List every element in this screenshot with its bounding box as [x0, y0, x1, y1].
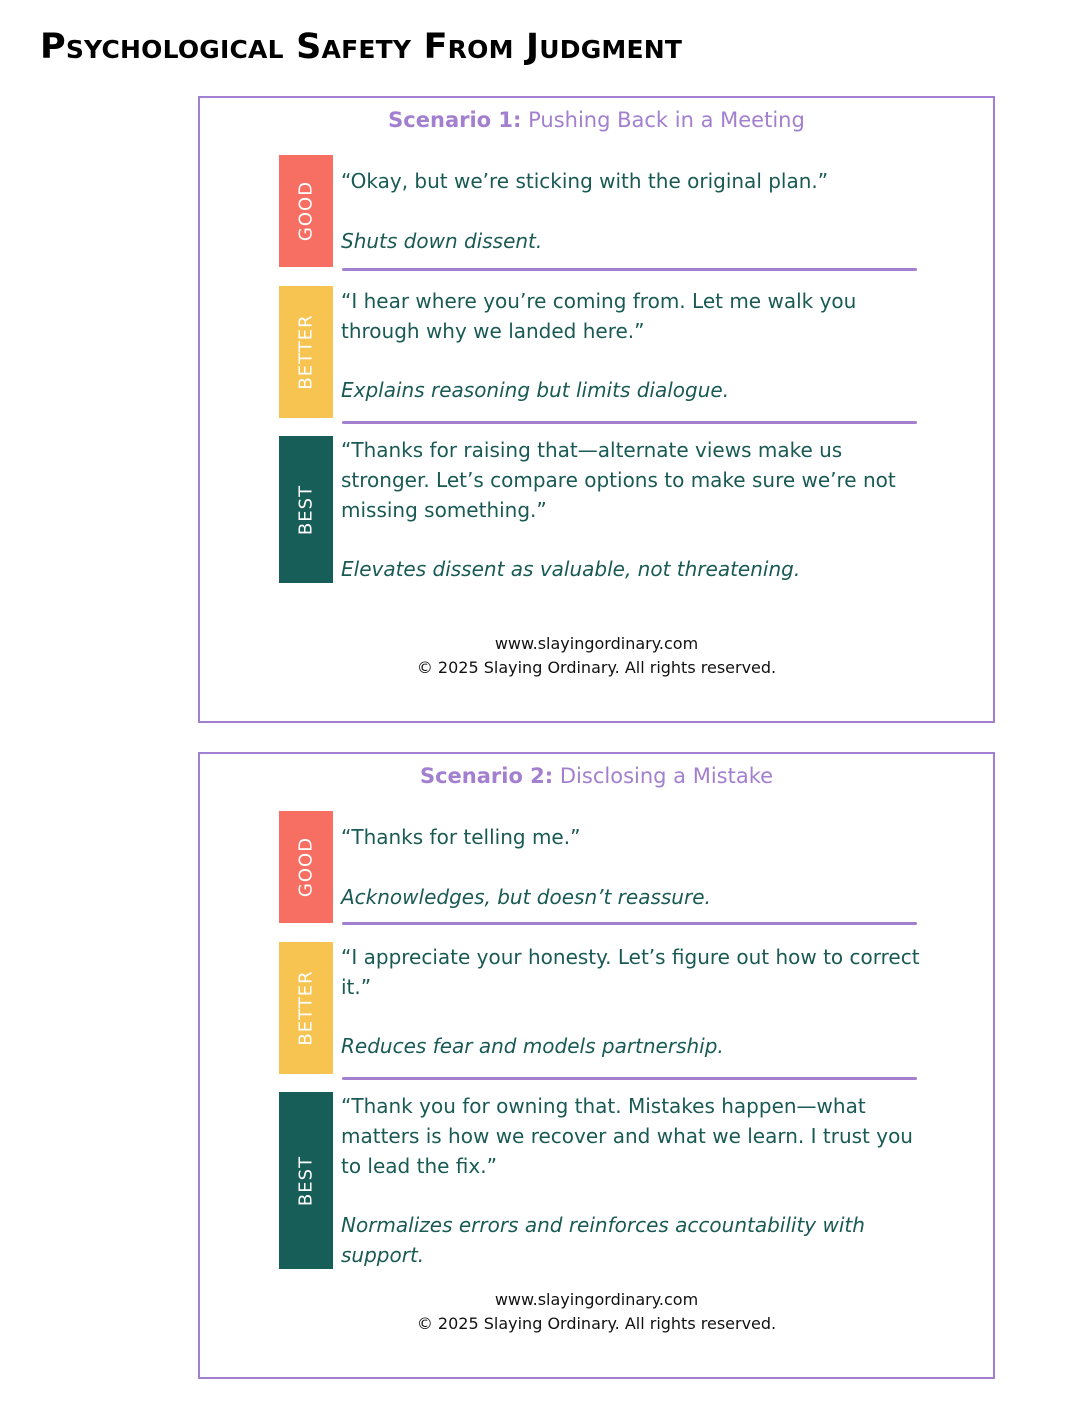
footer-website: www.slayingordinary.com	[494, 634, 699, 653]
tier-label-best: BEST	[295, 484, 317, 535]
tier-bar-good	[279, 811, 333, 923]
tier-bar-best	[279, 1092, 333, 1269]
footer-copyright: © 2025 Slaying Ordinary. All rights reserved.	[416, 658, 777, 677]
tier-quote-best: “Thanks for raising that—alternate views make us stronger. Let’s compare options to make sure we’re not missing something.”	[341, 438, 896, 522]
tier-quote-better: “I appreciate your honesty. Let’s figure out how to correct it.”	[341, 945, 920, 999]
tier-label-good: GOOD	[295, 836, 317, 898]
tier-note-best: Elevates dissent as valuable, not threatening.	[341, 557, 801, 581]
tier-bar-better	[279, 942, 333, 1074]
tier-note-better: Reduces fear and models partnership.	[341, 1034, 724, 1058]
scenario-title	[200, 764, 993, 788]
tier-quote-best: “Thank you for owning that. Mistakes happen—what matters is how we recover and what we learn. I trust you to lead the fix.”	[341, 1094, 913, 1178]
tier-quote-good: “Thanks for telling me.”	[341, 825, 581, 849]
tier-label-best: BEST	[295, 1155, 317, 1206]
tier-bar-better	[279, 286, 333, 418]
footer-copyright: © 2025 Slaying Ordinary. All rights reserved.	[416, 1314, 777, 1333]
card-footer	[200, 632, 993, 680]
tier-bar-best	[279, 436, 333, 583]
scenario-label: Scenario 2:	[419, 764, 554, 788]
tier-quote-better: “I hear where you’re coming from. Let me walk you through why we landed here.”	[341, 289, 857, 343]
scenario-name: Pushing Back in a Meeting	[528, 108, 805, 132]
tier-note-good: Acknowledges, but doesn’t reassure.	[341, 885, 711, 909]
tier-note-good: Shuts down dissent.	[341, 229, 543, 253]
divider	[342, 421, 917, 424]
scenario-title	[200, 108, 993, 132]
divider	[342, 1077, 917, 1080]
card-footer	[200, 1288, 993, 1336]
scenario-name: Disclosing a Mistake	[559, 764, 774, 788]
divider	[342, 922, 917, 925]
tier-note-better: Explains reasoning but limits dialogue.	[341, 378, 730, 402]
tier-label-good: GOOD	[295, 180, 317, 242]
tier-bar-good	[279, 155, 333, 267]
scenario-card-2	[198, 752, 995, 1379]
scenario-card-1	[198, 96, 995, 723]
divider	[342, 268, 917, 271]
tier-note-best: Normalizes errors and reinforces accountability with support.	[341, 1213, 865, 1267]
tier-quote-good: “Okay, but we’re sticking with the original plan.”	[341, 169, 829, 193]
footer-website: www.slayingordinary.com	[494, 1290, 699, 1309]
tier-label-better: BETTER	[295, 314, 317, 390]
tier-label-better: BETTER	[295, 970, 317, 1046]
scenario-label: Scenario 1:	[388, 108, 522, 132]
page-title: Psychological Safety From Judgment	[40, 27, 683, 67]
